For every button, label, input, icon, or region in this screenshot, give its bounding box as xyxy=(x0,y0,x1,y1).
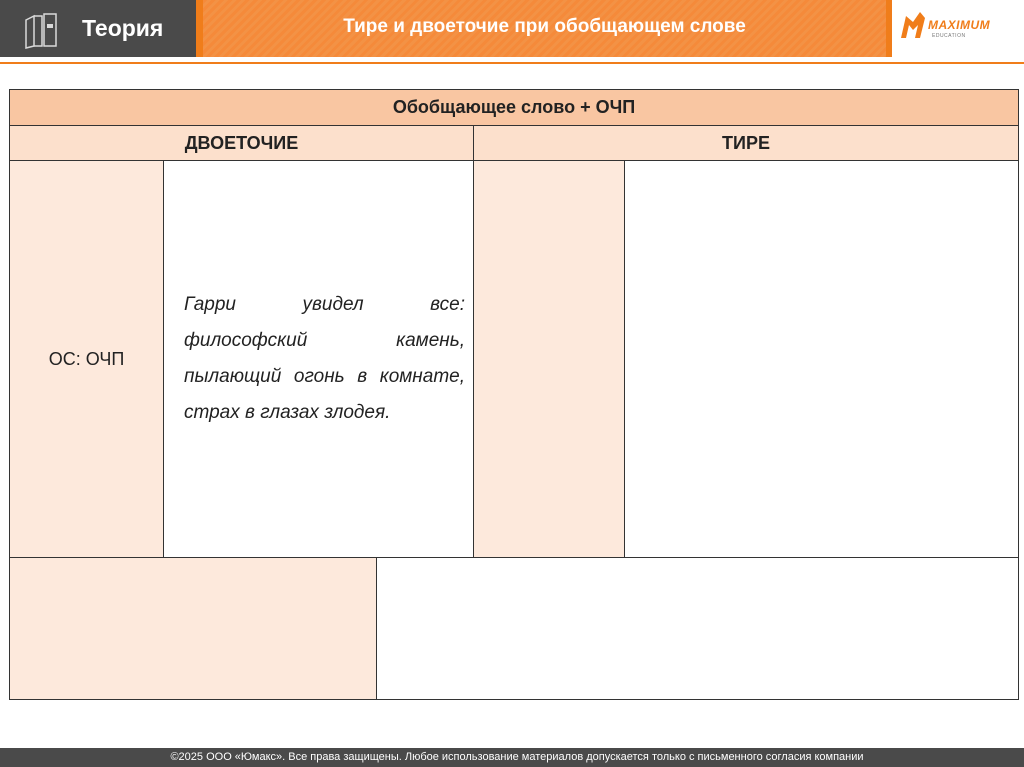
footer-bar xyxy=(0,748,1024,767)
maximum-logo xyxy=(898,8,1016,48)
section-label: Теория xyxy=(82,15,164,41)
dash-column-header: ТИРЕ xyxy=(474,126,1018,161)
table-title: Обобщающее слово + ОЧП xyxy=(10,90,1018,126)
copyright-text: ©2025 ООО «Юмакс». Все права защищены. Любое использование материалов допускается только с письменного согласия компании xyxy=(170,751,864,763)
rules-table xyxy=(9,89,1019,700)
dash-example-cell xyxy=(625,161,1018,558)
header-accent-tail xyxy=(886,0,892,57)
colon-scheme-text: ОС: ОЧП xyxy=(48,348,125,369)
dash-scheme-cell xyxy=(474,161,625,558)
colon-example-cell xyxy=(164,161,474,558)
logo-mark-icon xyxy=(898,8,928,44)
header-divider xyxy=(0,62,1024,64)
logo-subtitle: EDUCATION xyxy=(932,33,966,39)
colon-example-text: Гарри увидел все: философский камень, пылающий огонь в комнате, страх в глазах злодея. xyxy=(184,294,465,423)
colon-column-header: ДВОЕТОЧИЕ xyxy=(10,126,474,161)
bottom-scheme-cell xyxy=(10,558,377,699)
book-icon xyxy=(22,10,62,50)
bottom-example-cell xyxy=(377,558,1018,699)
header-accent-stripe xyxy=(196,0,203,57)
logo-name: MAXIMUM xyxy=(928,18,991,32)
slide-title: Тире и двоеточие при обобщающем слове xyxy=(343,16,746,37)
colon-scheme-cell xyxy=(10,161,164,558)
